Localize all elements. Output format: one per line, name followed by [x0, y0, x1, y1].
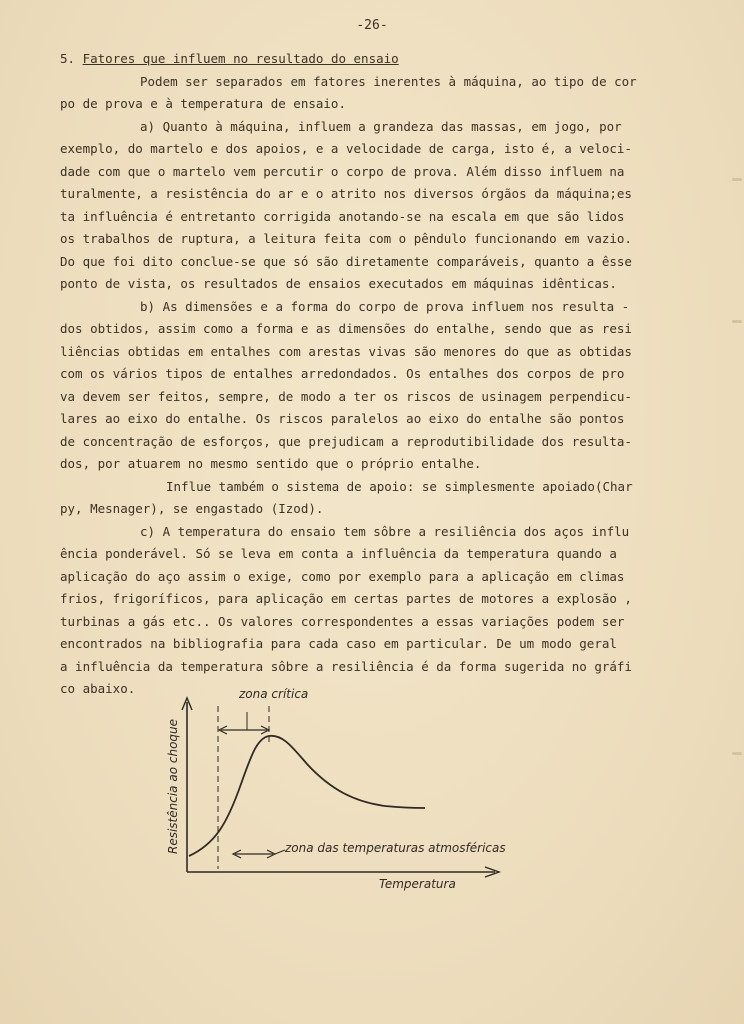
resilience-curve — [189, 736, 425, 856]
section-heading — [60, 48, 630, 71]
text-line: dos, por atuarem no mesmo sentido que o próprio entalhe. — [60, 456, 482, 471]
section-number: 5. — [60, 51, 76, 66]
text-line: a influência da temperatura sôbre a resiliência é da forma sugerida no gráfi — [60, 658, 632, 674]
text-line: ponto de vista, os resultados de ensaios executados em máquinas idênticas. — [60, 276, 617, 291]
y-axis-label: Resistência ao choque — [166, 718, 180, 854]
text-line: co abaixo. — [60, 681, 136, 696]
punch-hole-mark — [732, 320, 742, 323]
text-line: turbinas a gás etc.. Os valores correspondentes a essas variações podem ser — [60, 613, 625, 629]
text-line: encontrados na bibliografia para cada caso em particular. De um modo geral — [60, 636, 617, 651]
text-line: a) Quanto à máquina, influem a grandeza das massas, em jogo, por — [140, 118, 622, 134]
text-line: liências obtidas em entalhes com arestas vivas são menores do que as obtidas — [60, 343, 632, 359]
text-line: exemplo, do martelo e dos apoios, e a velocidade de carga, isto é, a veloci- — [60, 141, 632, 156]
x-axis-label: Temperatura — [379, 877, 456, 891]
punch-hole-mark — [732, 752, 742, 755]
critical-zone-label: zona crítica — [239, 687, 309, 701]
text-line: dos obtidos, assim como a forma e as dimensões do entalhe, sendo que as resi — [60, 321, 632, 336]
text-line: Podem ser separados em fatores inerentes à máquina, ao tipo de cor — [140, 73, 637, 89]
section-title: Fatores que influem no resultado do ensaio — [82, 51, 399, 66]
text-line: os trabalhos de ruptura, a leitura feita com o pêndulo funcionando em vazio. — [60, 231, 632, 246]
text-line: py, Mesnager), se engastado (Izod). — [60, 501, 324, 516]
atmospheric-zone-label: zona das temperaturas atmosféricas — [285, 841, 506, 855]
text-line: de concentração de esforços, que prejudicam a reprodutibilidade dos resulta- — [60, 433, 632, 449]
text-line: aplicação do aço assim o exige, como por exemplo para a aplicação em climas — [60, 568, 625, 584]
text-line: b) As dimensões e a forma do corpo de prova influem nos resulta - — [140, 298, 630, 314]
text-line: c) A temperatura do ensaio tem sôbre a resiliência dos aços influ — [140, 523, 630, 539]
text-line: ta influência é entretanto corrigida anotando-se na escala em que são lidos — [60, 208, 625, 224]
text-line: lares ao eixo do entalhe. Os riscos paralelos ao eixo do entalhe são pontos — [60, 411, 625, 426]
text-line: po de prova e à temperatura de ensaio. — [60, 96, 346, 111]
text-line: va devem ser feitos, sempre, de modo a ter os riscos de usinagem perpendicu- — [60, 388, 632, 404]
text-line: turalmente, a resistência do ar e o atrito nos diversos órgãos da máquina;es — [60, 186, 632, 201]
text-line: Influe também o sistema de apoio: se simplesmente apoiado(Char — [166, 478, 633, 494]
text-line: com os vários tipos de entalhes arredondados. Os entalhes dos corpos de pro — [60, 366, 625, 381]
sketch-graph — [155, 684, 515, 894]
page-number: -26- — [356, 18, 388, 33]
punch-hole-mark — [732, 178, 742, 181]
atmospheric-zone-leader — [275, 850, 285, 854]
text-line: frios, frigoríficos, para aplicação em certas partes de motores a explosão , — [60, 591, 632, 606]
document-body — [60, 48, 637, 701]
text-line: Do que foi dito conclue-se que só são diretamente comparáveis, quanto a êsse — [60, 253, 632, 269]
text-line: dade com que o martelo vem percutir o corpo de prova. Além disso influem na — [60, 163, 625, 179]
temperature-resilience-sketch — [155, 684, 515, 894]
text-line: ência ponderável. Só se leva em conta a influência da temperatura quando a — [60, 546, 617, 561]
